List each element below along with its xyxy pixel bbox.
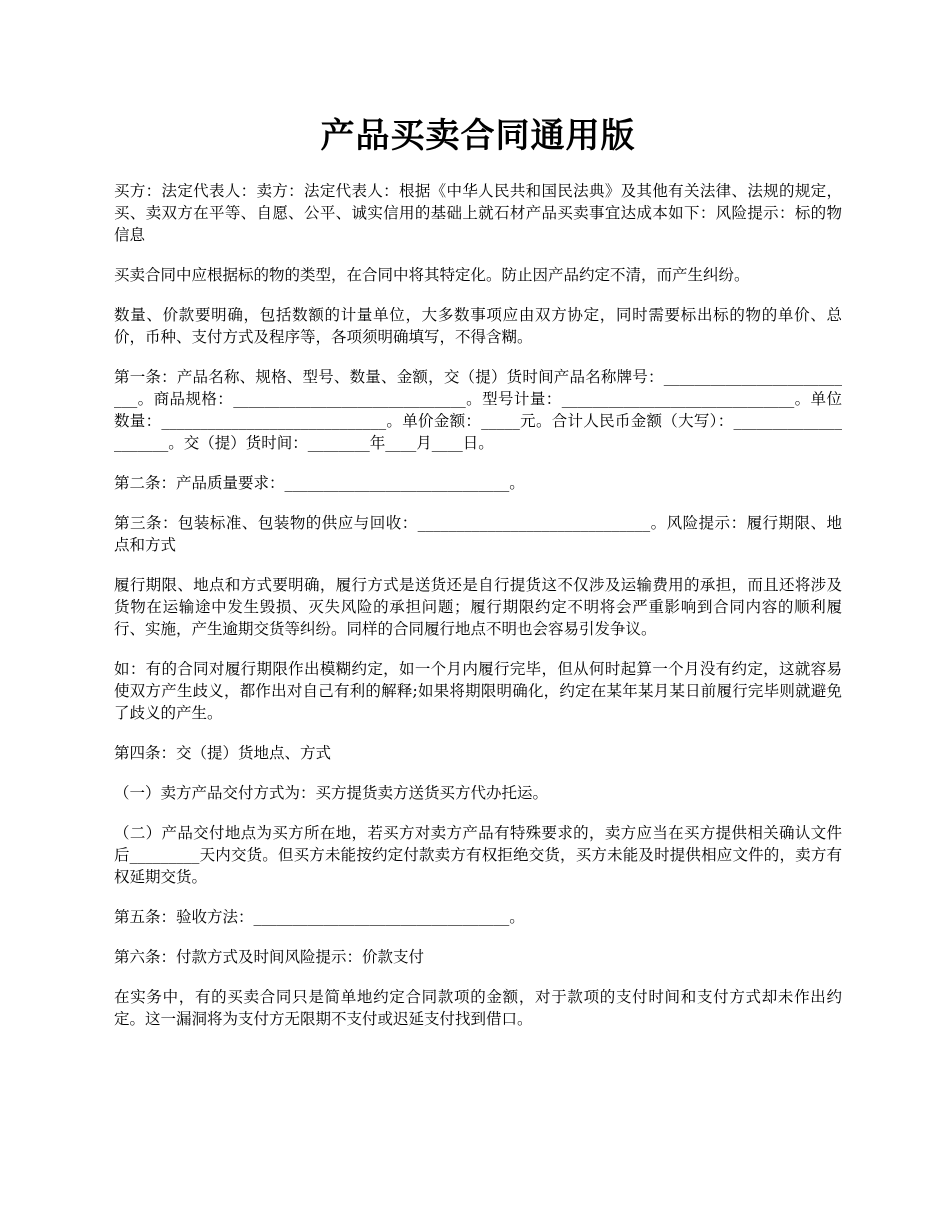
document-title: 产品买卖合同通用版 xyxy=(320,116,636,156)
paragraph-article-4: 第四条：交（提）货地点、方式 xyxy=(114,744,332,762)
paragraph-payment-note: 在实务中，有的买卖合同只是简单地约定合同款项的金额，对于款项的支付时间和支付方式却未作出约定。这一漏洞将为支付方无限期不支付或迟延支付找到借口。 xyxy=(114,988,842,1028)
paragraph-subject-matter: 买卖合同中应根据标的物的类型，在合同中将其特定化。防止因产品约定不清，而产生纠纷。 xyxy=(114,266,750,284)
paragraph-performance-terms: 履行期限、地点和方式要明确，履行方式是送货还是自行提货这不仅涉及运输费用的承担，而且还将涉及货物在运输途中发生毁损、灭失风险的承担问题；履行期限约定不明将会严重影响到合同内容的顺利履行、实施，产生逾期交货等纠纷。同样的合同履行地点不明也会容易引发争议。 xyxy=(114,576,842,638)
paragraph-article-6: 第六条：付款方式及时间风险提示：价款支付 xyxy=(114,948,425,966)
paragraph-article-2: 第二条：产品质量要求：_____________________________。 xyxy=(114,474,525,492)
paragraph-article-3: 第三条：包装标准、包装物的供应与回收：______________________________。风险提示：履行期限、地点和方式 xyxy=(114,514,842,554)
paragraph-quantity-price: 数量、价款要明确，包括数额的计量单位，大多数事项应由双方协定，同时需要标出标的物的单价、总价，币种、支付方式及程序等，各项须明确填写，不得含糊。 xyxy=(114,306,842,346)
paragraph-example: 如：有的合同对履行期限作出模糊约定，如一个月内履行完毕，但从何时起算一个月没有约定，这就容易使双方产生歧义，都作出对自己有利的解释;如果将期限明确化，约定在某年某月某日前履行完毕则就避免了歧义的产生。 xyxy=(114,660,842,722)
paragraph-article-5: 第五条：验收方法：_________________________________。 xyxy=(114,908,525,926)
document-page xyxy=(114,112,842,1048)
paragraph-article-4-item-1: （一）卖方产品交付方式为：买方提货卖方送货买方代办托运。 xyxy=(114,784,549,802)
paragraph-article-4-item-2: （二）产品交付地点为买方所在地，若买方对卖方产品有特殊要求的，卖方应当在买方提供相关确认文件后_________天内交货。但买方未能按约定付款卖方有权拒绝交货，买方未能及时提供相应文件的，卖方有权延期交货。 xyxy=(114,824,842,886)
paragraph-article-1: 第一条：产品名称、规格、型号、数量、金额，交（提）货时间产品名称牌号：__________________________。商品规格：______________________________。型号计量：______________________________。单位数量：_____________________________。单价金额：_____元。合计人民币金额（大写）：_____________________。交（提）货时间：________年____月____日。 xyxy=(114,368,842,452)
paragraph-preamble: 买方：法定代表人：卖方：法定代表人：根据《中华人民共和国民法典》及其他有关法律、法规的规定，买、卖双方在平等、自愿、公平、诚实信用的基础上就石材产品买卖事宜达成本如下：风险提示：标的物信息 xyxy=(114,182,842,244)
